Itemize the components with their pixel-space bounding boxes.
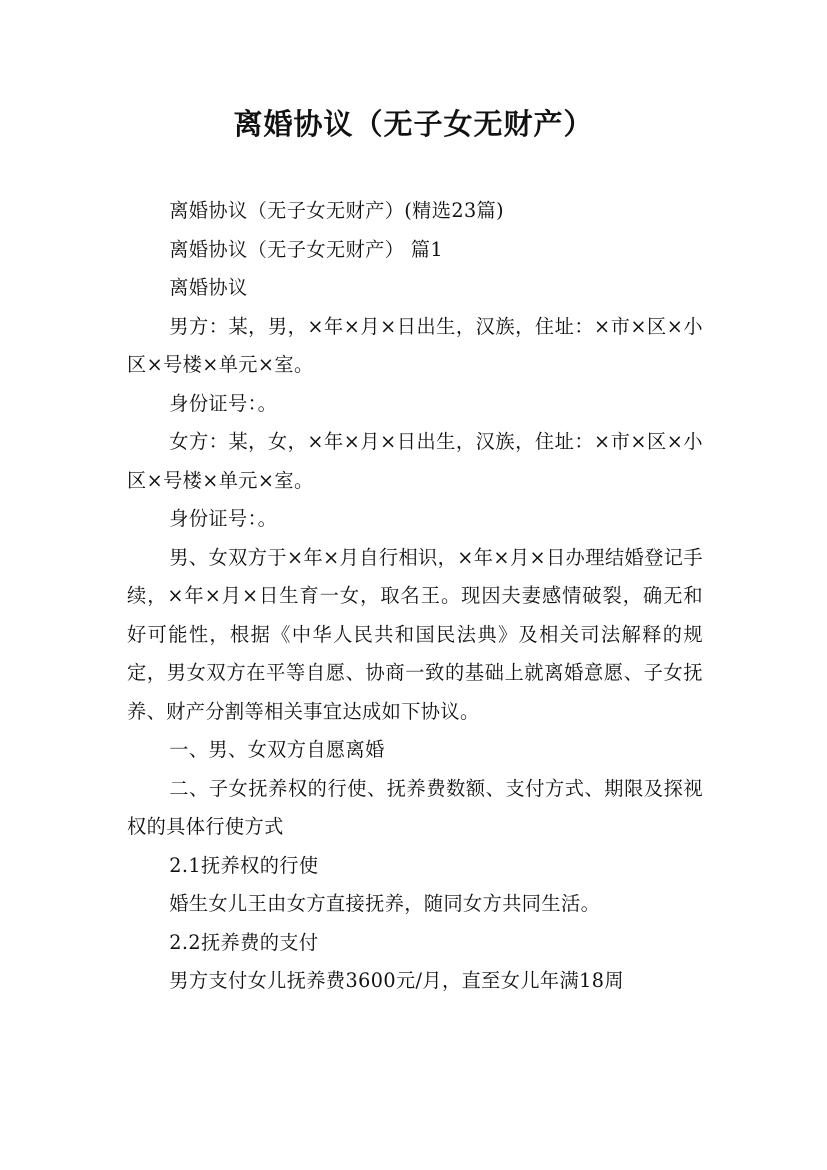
paragraph-section-1: 一、男、女双方自愿离婚 — [169, 738, 385, 761]
paragraph-agreement-heading: 离婚协议 — [169, 276, 248, 299]
paragraph-subtitle: 离婚协议（无子女无财产）(精选23篇) — [169, 199, 505, 222]
paragraph-male-party: 男方：某，男，×年×月×日出生，汉族，住址：×市×区×小区×号楼×单元×室。 — [127, 314, 703, 376]
paragraph-section-2-1: 2.1抚养权的行使 — [169, 853, 319, 877]
paragraph-female-id: 身份证号：。 — [169, 507, 278, 530]
paragraph-female-party: 女方：某，女，×年×月×日出生，汉族，住址：×市×区×小区×号楼×单元×室。 — [127, 430, 703, 492]
paragraph-section-2: 二、子女抚养权的行使、抚养费数额、支付方式、期限及探视权的具体行使方式 — [127, 776, 703, 838]
paragraph-support-payment: 男方支付女儿抚养费3600元/月，直至女儿年满18周 — [169, 969, 624, 992]
paragraph-male-id: 身份证号：。 — [169, 391, 278, 415]
document-body — [127, 192, 703, 1001]
document-title: 离婚协议（无子女无财产） — [233, 107, 594, 141]
paragraph-chapter-heading: 离婚协议（无子女无财产） 篇1 — [169, 237, 443, 261]
paragraph-section-2-2: 2.2抚养费的支付 — [169, 930, 319, 954]
paragraph-custody: 婚生女儿王由女方直接抚养，随同女方共同生活。 — [169, 892, 601, 915]
paragraph-background: 男、女双方于×年×月自行相识，×年×月×日办理结婚登记手续，×年×月×日生育一女，取名王。现因夫妻感情破裂，确无和好可能性，根据《中华人民共和国民法典》及相关司法解释的规定，男女双方在平等自愿、协商一致的基础上就离婚意愿、子女抚养、财产分割等相关事宜达成如下协议。 — [127, 545, 703, 723]
